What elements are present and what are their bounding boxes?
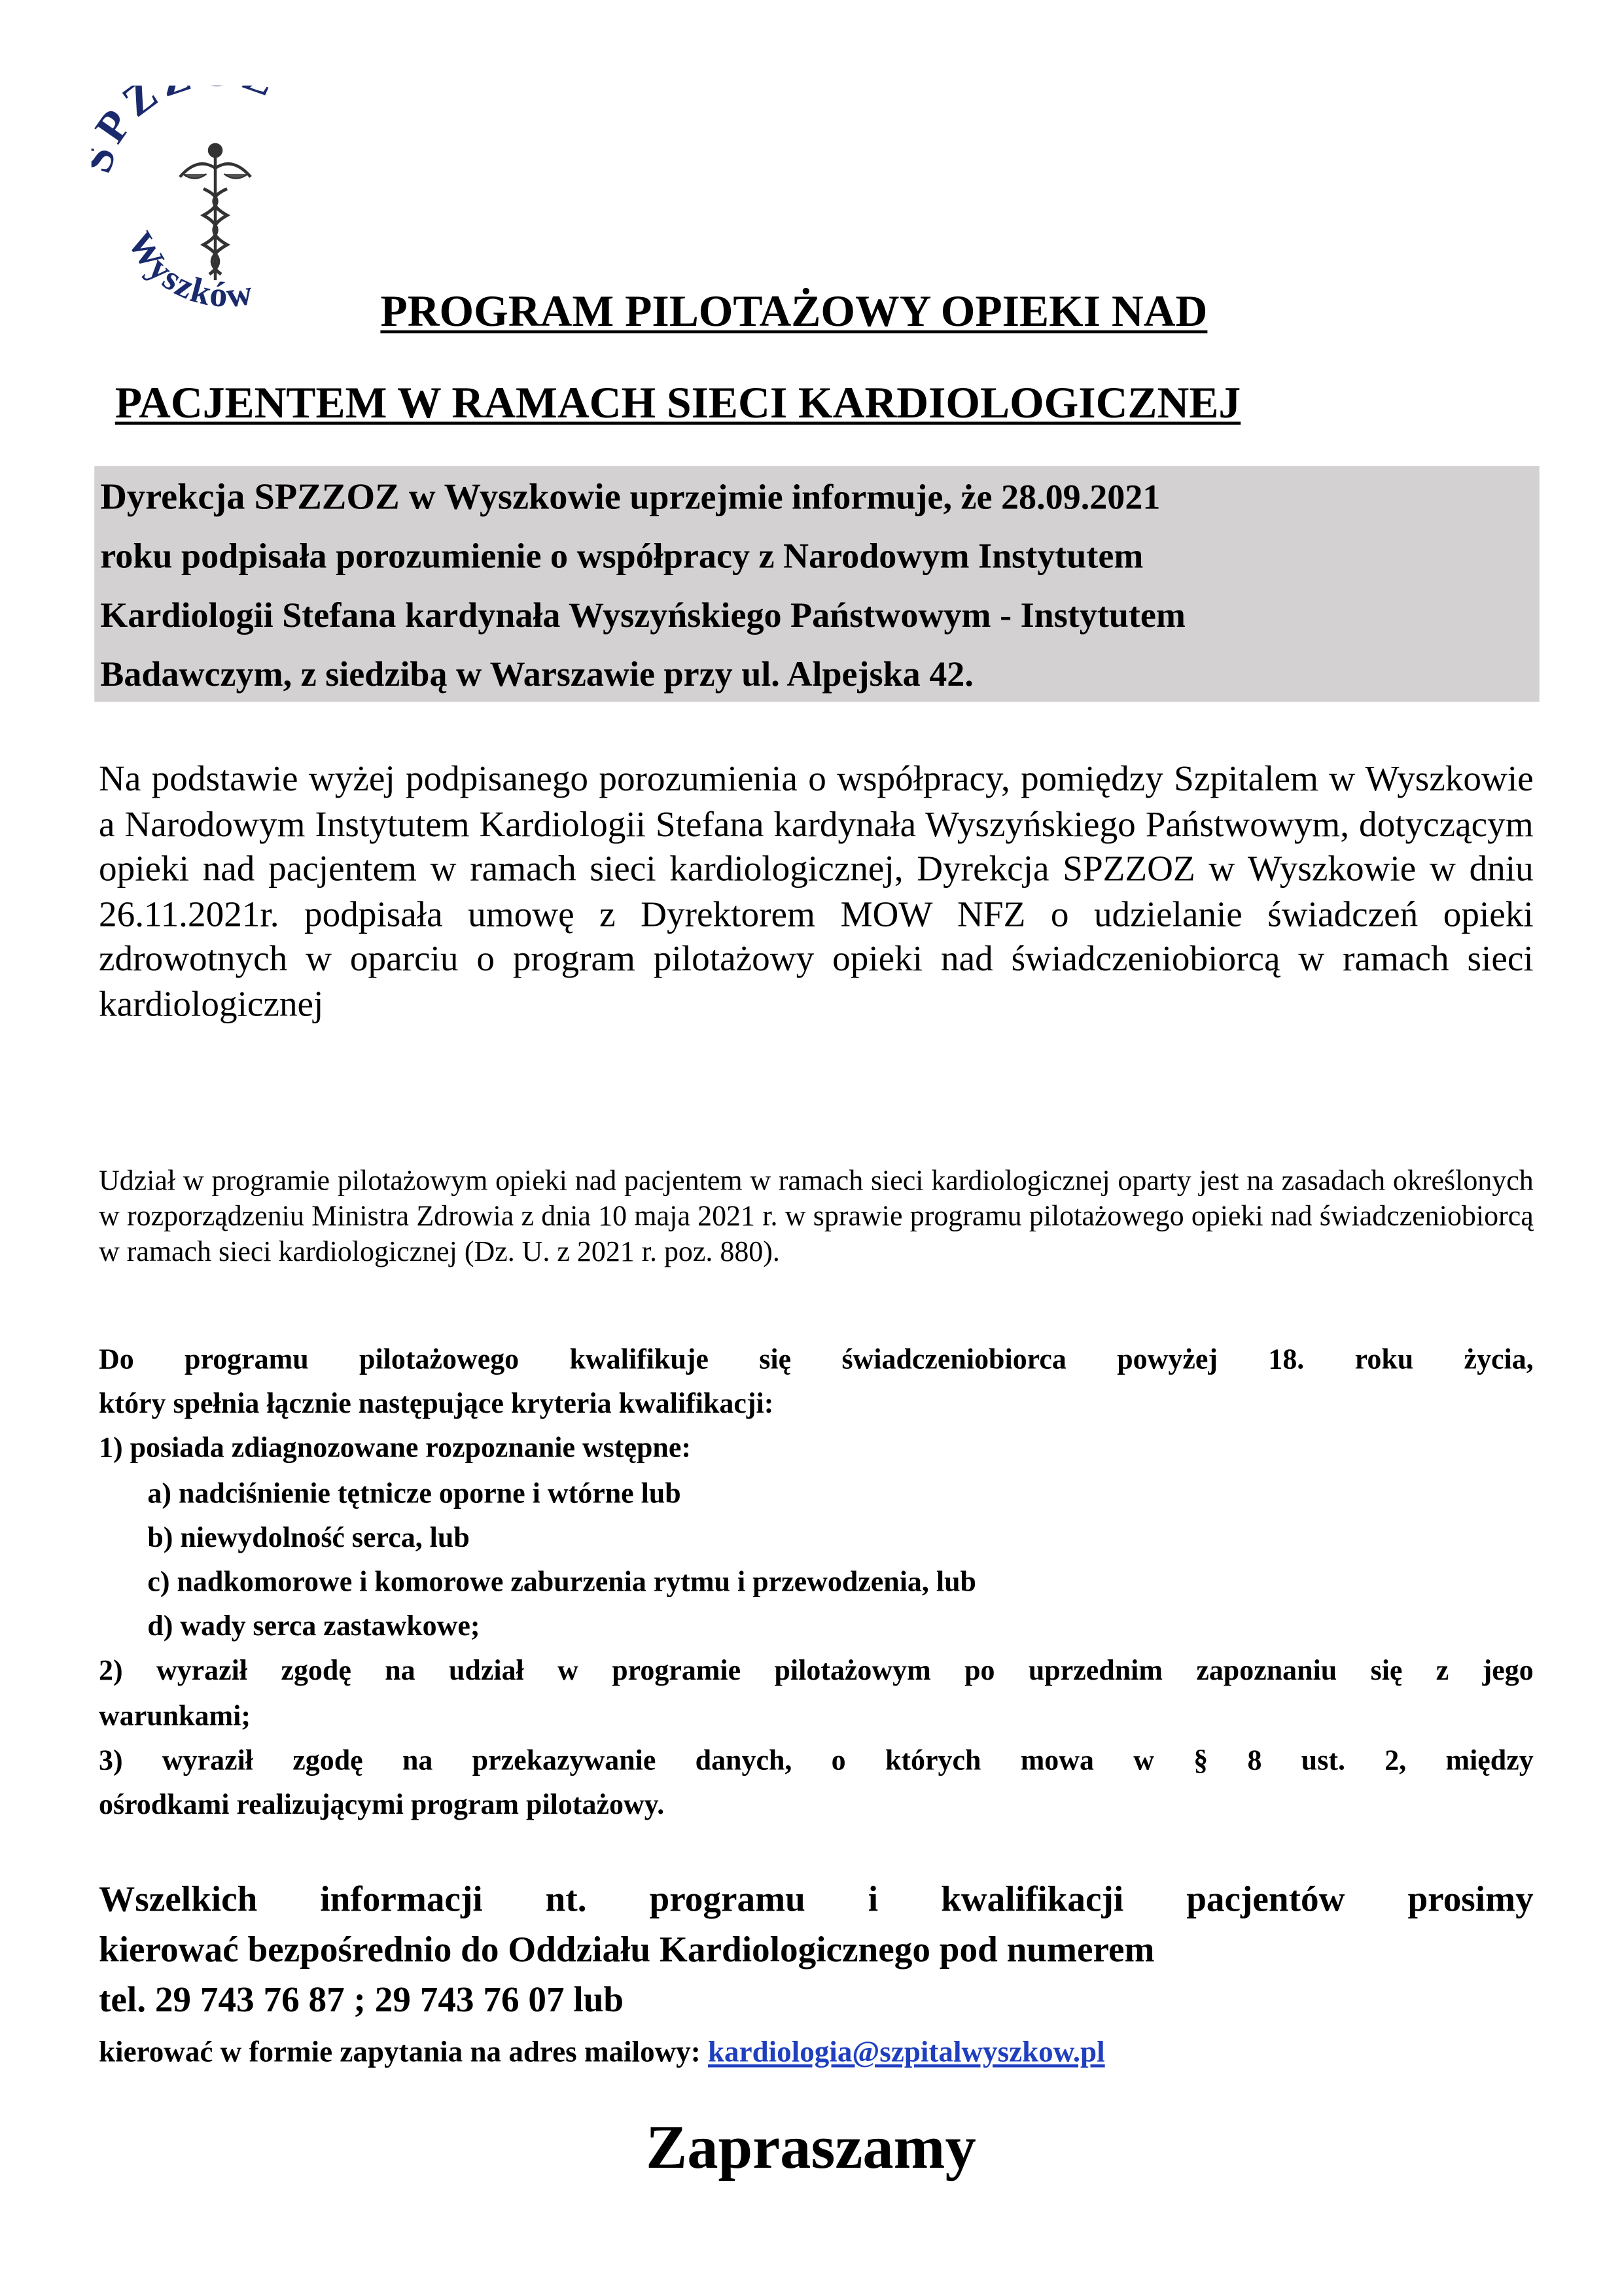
criteria-item-3-line-2: ośrodkami realizującymi program pilotażowy.: [98, 1790, 665, 1822]
contact-mail-line: [99, 2034, 1105, 2072]
qualification-criteria: [99, 1339, 1534, 1829]
criteria-item-2-line-1: 2) wyraził zgodę na udział w programie pilotażowym po uprzednim zapoznaniu się z jego: [98, 1656, 1534, 1688]
caduceus-icon: [180, 145, 251, 280]
contact-phone-line: tel. 29 743 76 87 ; 29 743 76 07 lub: [98, 1980, 624, 2021]
agreement-paragraph: Na podstawie wyżej podpisanego porozumienia o współpracy, pomiędzy Szpitalem w Wyszkowie a Narodowym Instytutem Kardiologii Stefana kardynała Wyszyńskiego Państwowym, dotyczącym opieki nad pacjentem w ramach sieci kardiologicznej, Dyrekcja SPZZOZ w Wyszkowie w dniu 26.11.2021r. podpisała umowę z Dyrektorem MOW NFZ o udzielanie świadczeń opieki zdrowotnych w oparciu o program pilotażowy opieki nad świadczeniobiorcą w ramach sieci kardiologicznej: [98, 759, 1534, 1025]
document-title-line-1: PROGRAM PILOTAŻOWY OPIEKI NAD: [380, 287, 1208, 336]
logo-top-text: Z: [113, 85, 171, 126]
info-line-1-rest: uprzejmie informuje, że 28.09.2021: [620, 479, 1161, 518]
spzzoz-logo: [92, 86, 340, 340]
info-lead: Dyrekcja SPZZOZ w Wyszkowie: [100, 478, 621, 518]
criteria-sub-a: a) nadciśnienie tętnicze oporne i wtórne lub: [147, 1478, 681, 1510]
criteria-intro-line-2: który spełnia łącznie następujące kryteria kwalifikacji:: [98, 1389, 774, 1421]
info-line-4: Badawczym, z siedzibą w Warszawie przy ul. Alpejska 42.: [100, 656, 974, 695]
logo-bottom-text: Wyszków: [120, 224, 256, 315]
criteria-item-2-line-2: warunkami;: [98, 1701, 251, 1733]
email-link[interactable]: kardiologia@szpitalwyszkow.pl: [707, 2036, 1105, 2069]
criteria-item-3-line-1: 3) wyraził zgodę na przekazywanie danych, o których mowa w § 8 ust. 2, między: [98, 1745, 1534, 1777]
contact-section: [99, 1876, 1534, 2026]
info-line-2: roku podpisała porozumienie o współpracy z Narodowym Instytutem: [100, 538, 1144, 577]
closing-text: Zapraszamy: [646, 2114, 976, 2183]
criteria-intro-line-1: Do programu pilotażowego kwalifikuje się świadczeniobiorca powyżej 18. roku życia,: [98, 1345, 1534, 1376]
criteria-sub-d: d) wady serca zastawkowe;: [147, 1612, 480, 1644]
criteria-sub-b: b) niewydolność serca, lub: [147, 1523, 470, 1554]
mail-prefix: kierować w formie zapytania na adres mailowy:: [98, 2036, 708, 2069]
criteria-item-1: 1) posiada zdiagnozowane rozpoznanie wstępne:: [98, 1434, 691, 1465]
logo-graphic: [92, 86, 340, 340]
info-line-3: Kardiologii Stefana kardynała Wyszyńskiego Państwowym - Instytutem: [100, 597, 1186, 636]
legal-basis-paragraph: Udział w programie pilotażowym opieki nad pacjentem w ramach sieci kardiologicznej oparty jest na zasadach określonych w rozporządzeniu Ministra Zdrowia z dnia 10 maja 2021 r. w sprawie programu pilotażowego opieki nad świadczeniobiorcą w ramach sieci kardiologicznej (Dz. U. z 2021 r. poz. 880).: [98, 1166, 1534, 1269]
criteria-sub-c: c) nadkomorowe i komorowe zaburzenia rytmu i przewodzenia, lub: [147, 1567, 976, 1598]
info-box-text: [100, 469, 1486, 705]
contact-line-2: kierować bezpośrednio do Oddziału Kardiologicznego pod numerem: [98, 1930, 1155, 1970]
document-title-line-2: PACJENTEM W RAMACH SIECI KARDIOLOGICZNEJ: [115, 379, 1241, 428]
contact-line-1: Wszelkich informacji nt. programu i kwalifikacji pacjentów prosimy: [98, 1880, 1534, 1920]
